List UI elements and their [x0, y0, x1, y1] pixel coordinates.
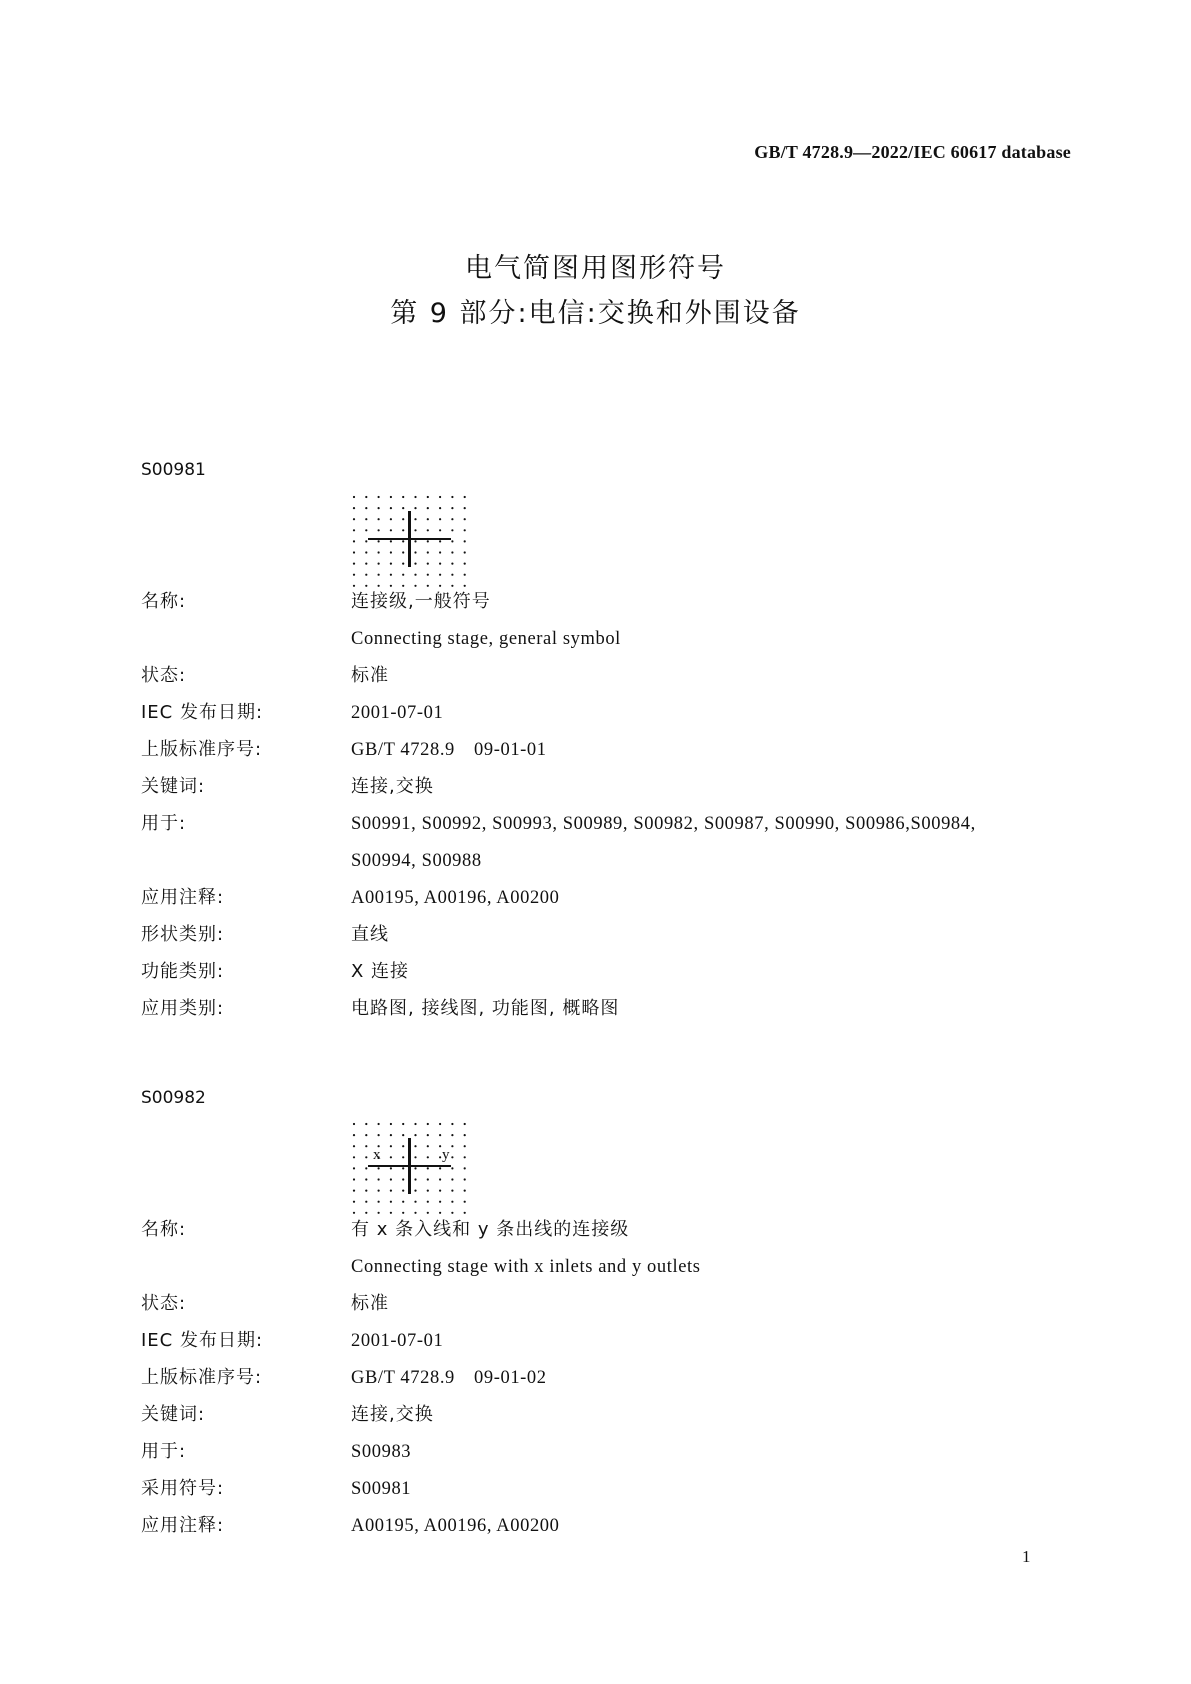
field-value: S00991, S00992, S00993, S00989, S00982, S00987, S00990, S00986,S00984,: [351, 814, 976, 834]
field-value: GB/T 4728.9 09-01-02: [351, 1368, 547, 1388]
field-label: 形状类别:: [141, 924, 225, 945]
field-value: Connecting stage with x inlets and y outlets: [351, 1257, 701, 1277]
field-value: A00195, A00196, A00200: [351, 888, 560, 908]
field-label: 关键词:: [141, 776, 206, 797]
field-label: 用于:: [141, 1441, 187, 1462]
field-value: 连接级,一般符号: [351, 591, 491, 612]
field-label: 应用类别:: [141, 998, 225, 1019]
field-value: 连接,交换: [351, 1404, 434, 1425]
field-label: 名称:: [141, 591, 187, 612]
outlet-count-label: y: [442, 1147, 450, 1163]
field-row: [141, 1326, 1081, 1356]
field-row: [141, 994, 1081, 1024]
field-row: [141, 1437, 1081, 1467]
field-label: 采用符号:: [141, 1478, 225, 1499]
connecting-stage-xy-symbol: [348, 1121, 474, 1215]
page-number: 1: [1022, 1547, 1031, 1566]
document-subtitle: 第 9 部分:电信:交换和外围设备: [390, 298, 801, 329]
field-label: 状态:: [141, 1293, 187, 1314]
symbol-id: S00981: [141, 460, 206, 480]
field-value: 有 x 条入线和 y 条出线的连接级: [351, 1219, 630, 1240]
field-label: 应用注释:: [141, 1515, 225, 1536]
field-row: [141, 1474, 1081, 1504]
field-row: [141, 1289, 1081, 1319]
field-row: [141, 772, 1081, 802]
field-label: 用于:: [141, 813, 187, 834]
symbol-id: S00982: [141, 1088, 206, 1108]
field-label: 关键词:: [141, 1404, 206, 1425]
field-label: 应用注释:: [141, 887, 225, 908]
connecting-stage-symbol: [348, 494, 474, 588]
field-row: [141, 1511, 1081, 1541]
field-row: [141, 883, 1081, 913]
field-value: 标准: [351, 665, 389, 686]
standard-code: GB/T 4728.9—2022/IEC 60617 database: [754, 142, 1071, 162]
field-label: 功能类别:: [141, 961, 225, 982]
field-value: 连接,交换: [351, 776, 434, 797]
field-row: [141, 661, 1081, 691]
field-row: [141, 809, 1081, 839]
field-value: X 连接: [351, 961, 410, 982]
field-value: 直线: [351, 924, 389, 945]
field-row: [141, 624, 1081, 654]
field-label: 上版标准序号:: [141, 1367, 263, 1388]
field-value: 电路图, 接线图, 功能图, 概略图: [351, 998, 620, 1019]
field-row: [141, 846, 1081, 876]
field-value: A00195, A00196, A00200: [351, 1516, 560, 1536]
field-label: 名称:: [141, 1219, 187, 1240]
field-label: 状态:: [141, 665, 187, 686]
field-row: [141, 698, 1081, 728]
field-row: [141, 1363, 1081, 1393]
field-row: [141, 1400, 1081, 1430]
field-value: 2001-07-01: [351, 703, 444, 723]
document-title: 电气简图用图形符号: [465, 253, 726, 284]
field-value: 2001-07-01: [351, 1331, 444, 1351]
field-row: [141, 920, 1081, 950]
field-row: [141, 1252, 1081, 1282]
field-value: S00994, S00988: [351, 851, 482, 871]
field-label: IEC 发布日期:: [141, 702, 264, 723]
field-label: IEC 发布日期:: [141, 1330, 264, 1351]
field-value: S00983: [351, 1442, 412, 1462]
field-row: [141, 735, 1081, 765]
field-label: 上版标准序号:: [141, 739, 263, 760]
field-value: S00981: [351, 1479, 412, 1499]
field-value: Connecting stage, general symbol: [351, 629, 621, 649]
field-value: 标准: [351, 1293, 389, 1314]
field-row: [141, 957, 1081, 987]
inlet-count-label: x: [373, 1147, 381, 1163]
field-row: [141, 587, 1081, 617]
field-row: [141, 1215, 1081, 1245]
field-value: GB/T 4728.9 09-01-01: [351, 740, 547, 760]
